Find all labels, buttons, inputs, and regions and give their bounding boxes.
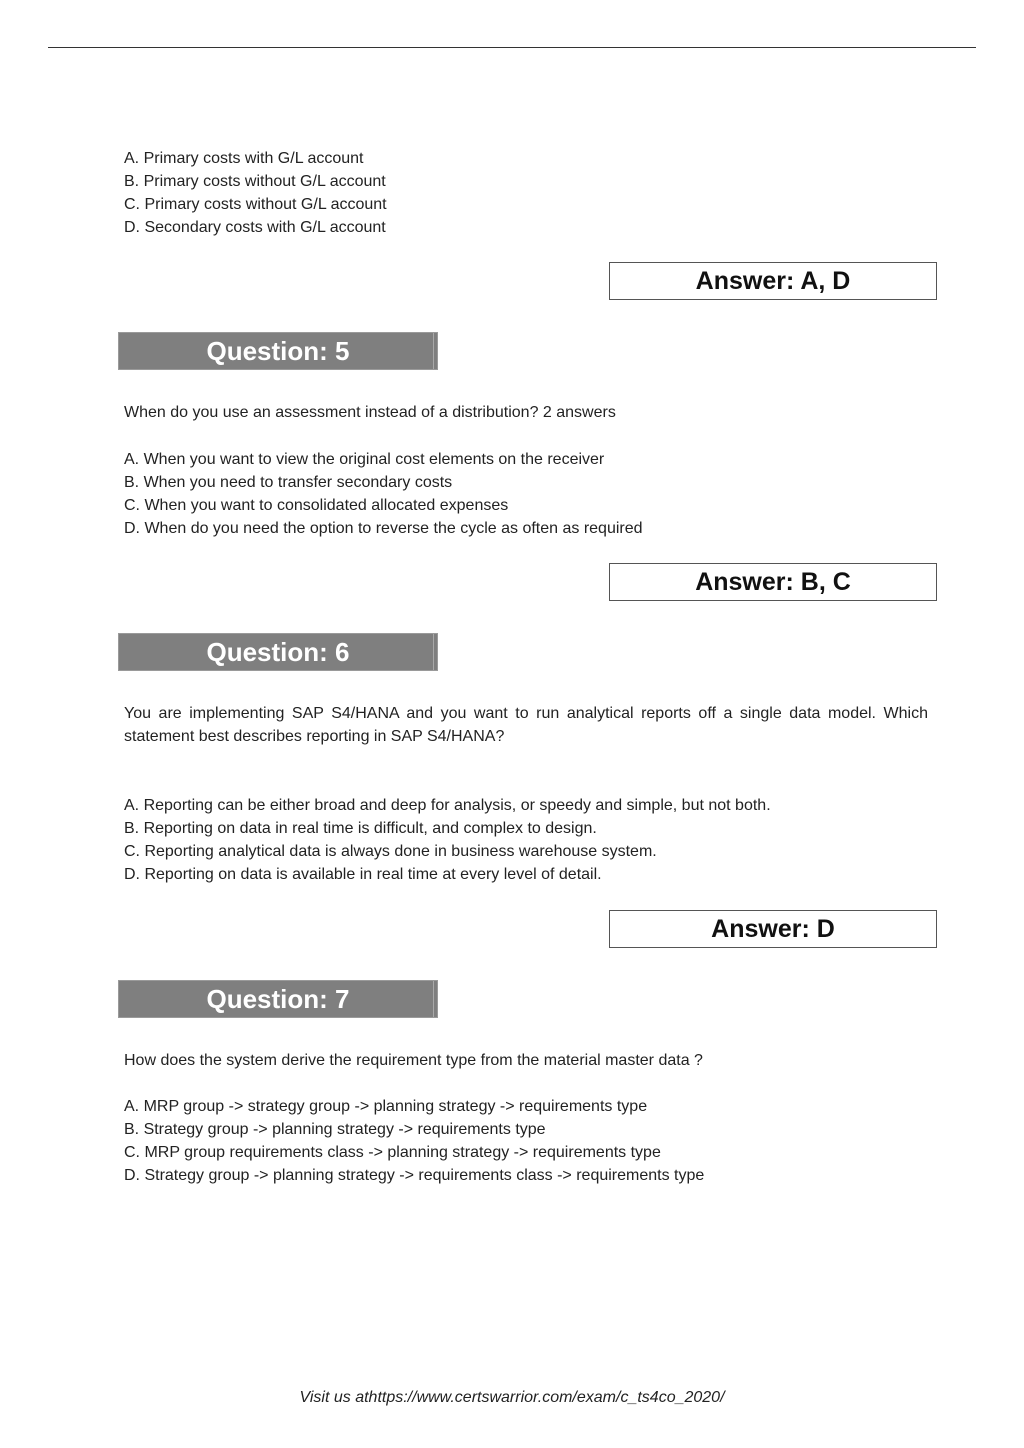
question-text: When do you use an assessment instead of a distribution? 2 answers [124,404,616,421]
option-a: A. Primary costs with G/L account [124,150,364,167]
option-c: C. Primary costs without G/L account [124,196,387,213]
answer-box: Answer: D [609,910,937,948]
question-options [124,794,934,886]
option-a: A. When you want to view the original cost elements on the receiver [124,451,605,468]
banner-divider [433,981,434,1017]
question-banner [118,633,438,671]
answer-box: Answer: B, C [609,563,937,601]
question-banner [118,332,438,370]
answer-box: Answer: A, D [609,262,937,300]
option-b: B. Reporting on data in real time is difficult, and complex to design. [124,820,597,837]
question-text: How does the system derive the requirement type from the material master data ? [124,1052,703,1069]
option-b: B. Strategy group -> planning strategy -> requirements type [124,1121,546,1138]
option-b: B. When you need to transfer secondary costs [124,474,453,491]
question-title: Question: 5 [206,336,350,366]
option-a: A. Reporting can be either broad and deep for analysis, or speedy and simple, but not both. [124,797,771,814]
option-c: C. Reporting analytical data is always done in business warehouse system. [124,843,657,860]
option-d: D. Reporting on data is available in real time at every level of detail. [124,866,602,883]
header-rule [48,47,976,48]
option-d: D. Strategy group -> planning strategy -> requirements class -> requirements type [124,1167,705,1184]
option-c: C. When you want to consolidated allocated expenses [124,497,509,514]
question-title: Question: 6 [206,637,350,667]
question-title: Question: 7 [206,984,350,1014]
question-text: You are implementing SAP S4/HANA and you want to run analytical reports off a single data model. Which statement best describes reporting in SAP S4/HANA? [124,705,928,745]
option-b: B. Primary costs without G/L account [124,173,386,190]
option-d: D. Secondary costs with G/L account [124,219,386,236]
option-a: A. MRP group -> strategy group -> planning strategy -> requirements type [124,1098,648,1115]
question-options [124,1095,934,1187]
banner-divider [433,333,434,369]
question-options [124,448,934,540]
prev-question-options [124,147,934,239]
option-c: C. MRP group requirements class -> planning strategy -> requirements type [124,1144,661,1161]
question-banner [118,980,438,1018]
option-d: D. When do you need the option to reverse the cycle as often as required [124,520,643,537]
footer-visit-link[interactable]: Visit us athttps://www.certswarrior.com/exam/c_ts4co_2020/ [299,1389,725,1406]
banner-divider [433,634,434,670]
